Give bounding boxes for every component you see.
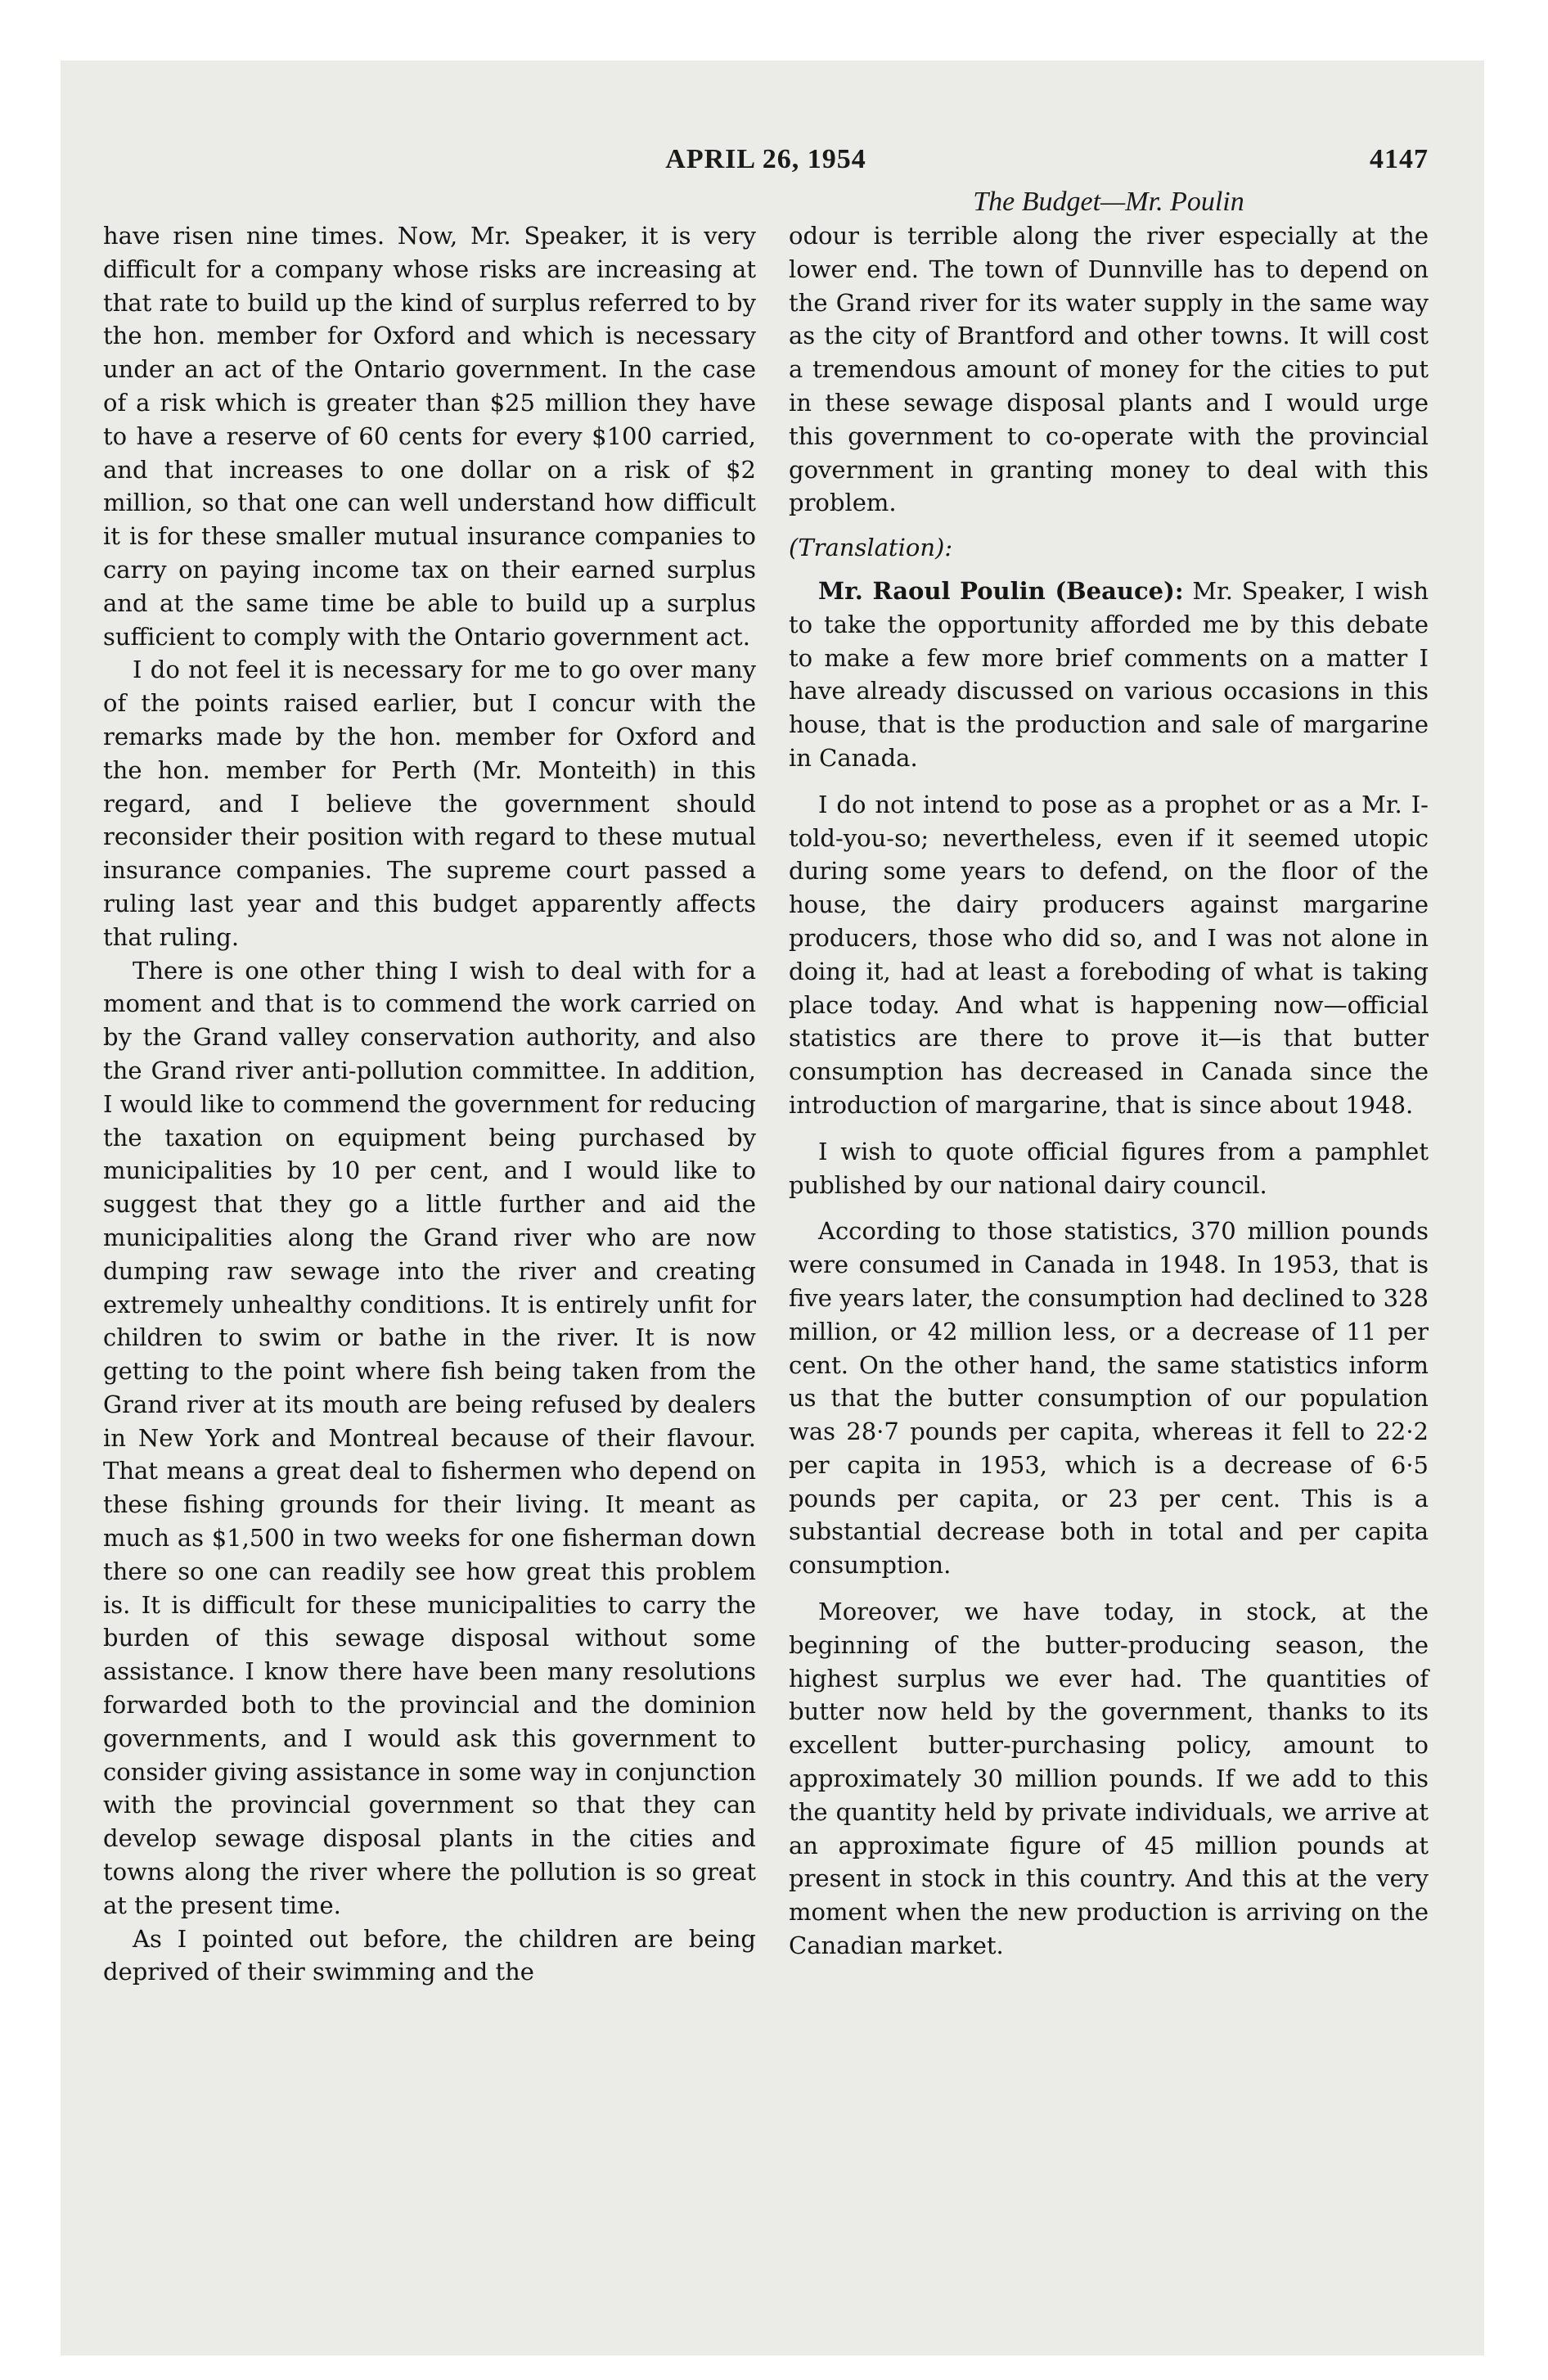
paragraph: I do not intend to pose as a prophet or as a Mr. I-told-you-so; nevertheless, even if it seemed utopic during some years to defend, on the floor of the house, the dairy producers against margarine producers, those who did so, and I was not alone in doing it, had at least a foreboding of what is taking place today. And what is happening now—official statistics are there to prove it—is that butter consumption has decreased in Canada since the introduction of margarine, that is since about 1948. bbox=[789, 790, 1429, 1119]
running-title: The Budget—Mr. Poulin bbox=[973, 187, 1244, 217]
paragraph: There is one other thing I wish to deal with for a moment and that is to commend the work carried on by the Grand valley conservation authority, and also the Grand river anti-pollution committee. In addition, I would like to commend the government for reducing the taxation on equipment being purchased by municipalities by 10 per cent, and I would like to suggest that they go a little further and aid the municipalities along the Grand river who are now dumping raw sewage into the river and creating extremely unhealthy conditions. It is entirely unfit for children to swim or bathe in the river. It is now getting to the point where fish being taken from the Grand river at its mouth are being refused by dealers in New York and Montreal because of their flavour. That means a great deal to fishermen who depend on these fishing grounds for their living. It meant as much as $1,500 in two weeks for one fisherman down there so one can readily see how great this problem is. It is difficult for these municipalities to carry the burden of this sewage disposal without some assistance. I know there have been many resolutions forwarded both to the provincial and the dominion governments, and I would ask this government to consider giving assistance in some way in conjunction with the provincial government so that they can develop sewage disposal plants in the cities and towns along the river where the pollution is so great at the present time. bbox=[103, 956, 756, 1919]
left-column bbox=[103, 219, 756, 1989]
page-date: APRIL 26, 1954 bbox=[665, 144, 866, 174]
paragraph: As I pointed out before, the children are being deprived of their swimming and the bbox=[103, 1924, 756, 1986]
speech-text: Mr. Speaker, I wish to take the opportunity afforded me by this debate to make a few more brief comments on a matter I have already discussed on various occasions in this house, that is the production and sale of margarine in Canada. bbox=[789, 576, 1429, 772]
speaker-name: Mr. Raoul Poulin (Beauce): bbox=[818, 576, 1184, 605]
speaker-paragraph bbox=[789, 575, 1429, 775]
page-header bbox=[103, 144, 1429, 185]
paragraph: According to those statistics, 370 million pounds were consumed in Canada in 1948. In 1953, that is five years later, the consumption had declined to 328 million, or 42 million less, or a decrease of 11 per cent. On the other hand, the same statistics inform us that the butter consumption of our population was 28·7 pounds per capita, whereas it fell to 22·2 per capita in 1953, which is a decrease of 6·5 pounds per capita, or 23 per cent. This is a substantial decrease both in total and per capita consumption. bbox=[789, 1217, 1429, 1580]
page-number: 4147 bbox=[1370, 144, 1429, 174]
paragraph: odour is terrible along the river especially at the lower end. The town of Dunnville has to depend on the Grand river for its water supply in the same way as the city of Brantford and other towns. It will cost a tremendous amount of money for the cities to put in these sewage disposal plants and I would urge this government to co-operate with the provincial government in granting money to deal with this problem. bbox=[789, 222, 1429, 517]
paragraph: have risen nine times. Now, Mr. Speaker, it is very difficult for a company whose risks are increasing at that rate to build up the kind of surplus referred to by the hon. member for Oxford and which is necessary under an act of the Ontario government. In the case of a risk which is greater than $25 million they have to have a reserve of 60 cents for every $100 carried, and that increases to one dollar on a risk of $2 million, so that one can well understand how difficult it is for these smaller mutual insurance companies to carry on paying income tax on their earned surplus and at the same time be able to build up a surplus sufficient to comply with the Ontario government act. bbox=[103, 222, 756, 651]
right-column bbox=[789, 219, 1429, 1963]
paragraph: I do not feel it is necessary for me to go over many of the points raised earlier, but I concur with the remarks made by the hon. member for Oxford and the hon. member for Perth (Mr. Monteith) in this regard, and I believe the government should reconsider their position with regard to these mutual insurance companies. The supreme court passed a ruling last year and this budget apparently affects that ruling. bbox=[103, 656, 756, 951]
paragraph: Moreover, we have today, in stock, at the beginning of the butter-producing season, the highest surplus we ever had. The quantities of butter now held by the government, thanks to its excellent butter-purchasing policy, amount to approximately 30 million pounds. If we add to this the quantity held by private individuals, we arrive at an approximate figure of 45 million pounds at present in stock in this country. And this at the very moment when the new production is arriving on the Canadian market. bbox=[789, 1598, 1429, 1960]
translation-label: (Translation): bbox=[789, 534, 953, 562]
paragraph: I wish to quote official figures from a pamphlet published by our national dairy council. bbox=[789, 1137, 1429, 1199]
